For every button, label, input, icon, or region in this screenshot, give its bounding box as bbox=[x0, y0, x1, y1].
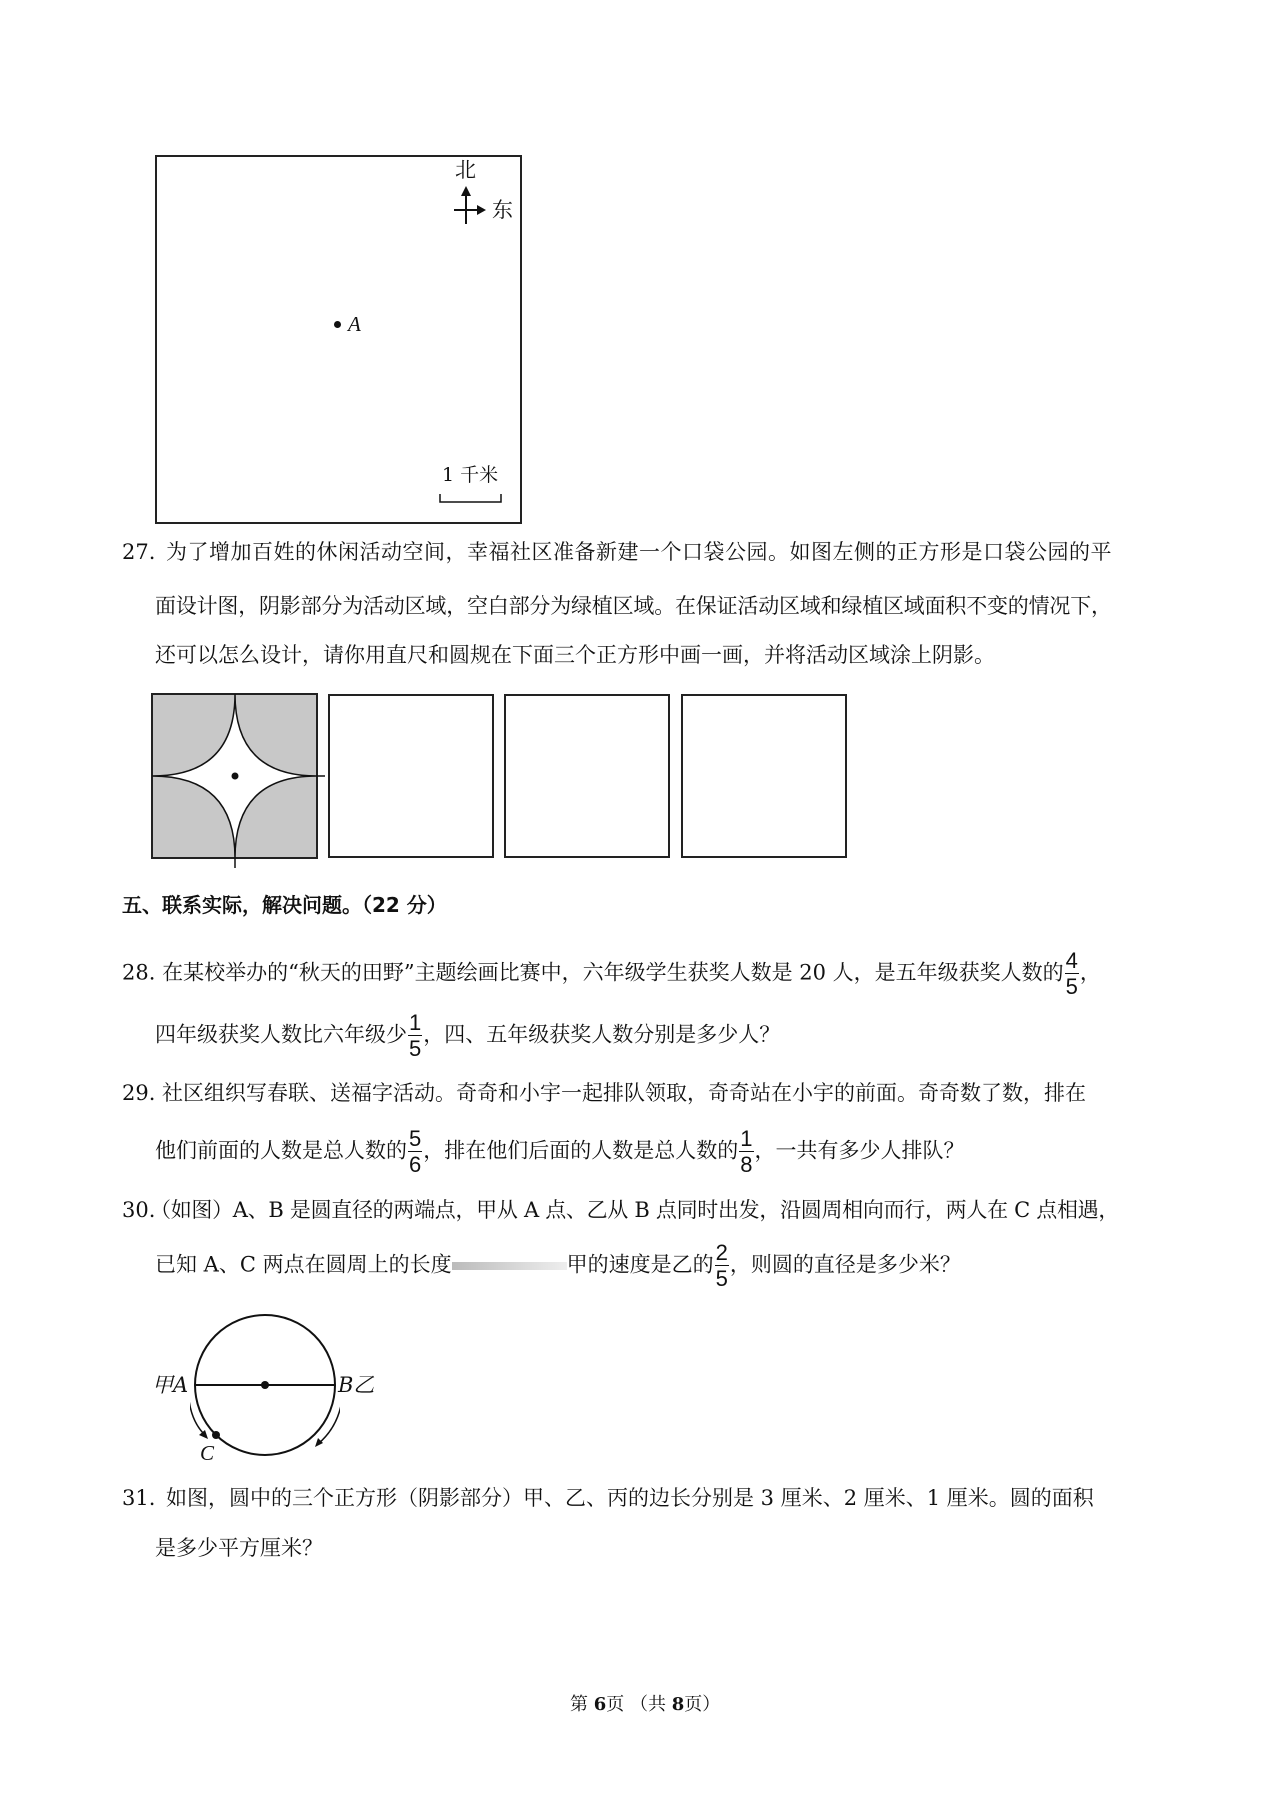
q29-number: 29. bbox=[122, 1081, 156, 1105]
numerator: 4 bbox=[1065, 948, 1078, 973]
q27-line2: 面设计图，阴影部分为活动区域，空白部分为绿植区域。在保证活动区域和绿植区域面积不变的情况下， bbox=[155, 594, 1112, 618]
q30-text-b: 已知 A、C 两点在圆周上的长度 bbox=[155, 1252, 452, 1277]
blank-square-3[interactable] bbox=[681, 694, 847, 858]
fraction-1-8 bbox=[739, 1128, 753, 1176]
q28-number: 28. bbox=[122, 960, 156, 985]
q27-line1: 为了增加百姓的休闲活动空间，幸福社区准备新建一个口袋公园。如图左侧的正方形是口袋公园的平 bbox=[166, 540, 1112, 564]
q29-line2 bbox=[155, 1128, 965, 1176]
q27-number: 27. bbox=[122, 540, 156, 564]
numerator: 2 bbox=[715, 1240, 728, 1265]
denominator: 5 bbox=[409, 1036, 422, 1061]
footer-pre: 第 bbox=[570, 1694, 594, 1715]
q30-text-b3: ，则圆的直径是多少米？ bbox=[729, 1252, 961, 1277]
q30-text-b2: 甲的速度是乙的 bbox=[566, 1252, 714, 1277]
q30-number: 30. bbox=[122, 1198, 156, 1222]
q30-line1: （如图）A、B 是圆直径的两端点，甲从 A 点、乙从 B 点同时出发，沿圆周相向而行，两人在 C 点相遇， bbox=[150, 1198, 1120, 1222]
label-a: 甲A bbox=[152, 1373, 189, 1397]
fraction-2-5 bbox=[715, 1242, 729, 1290]
page-footer bbox=[570, 1696, 720, 1714]
fraction-1-5 bbox=[408, 1012, 422, 1060]
label-b: B乙 bbox=[338, 1373, 375, 1397]
footer-mid: 页 （共 bbox=[606, 1694, 672, 1715]
q27-line3: 还可以怎么设计，请你用直尺和圆规在下面三个正方形中画一画，并将活动区域涂上阴影。 bbox=[155, 643, 995, 667]
point-a-label: A bbox=[348, 312, 361, 336]
north-label: 北 bbox=[455, 158, 476, 182]
q28-text-b: 四年级获奖人数比六年级少 bbox=[155, 1022, 407, 1047]
q31-number: 31. bbox=[122, 1486, 156, 1510]
denominator: 5 bbox=[1065, 974, 1078, 999]
numerator: 5 bbox=[409, 1126, 422, 1151]
fraction-4-5 bbox=[1065, 950, 1079, 998]
q28-comma: ， bbox=[1079, 960, 1101, 985]
footer-post: 页） bbox=[684, 1694, 721, 1715]
q29-text-b: 他们前面的人数是总人数的 bbox=[155, 1138, 407, 1163]
scale-label: 1 千米 bbox=[442, 464, 499, 486]
label-c: C bbox=[200, 1441, 215, 1465]
q28-text-b2: ，四、五年级获奖人数分别是多少人？ bbox=[423, 1022, 781, 1047]
numerator: 1 bbox=[409, 1010, 422, 1035]
q29-text-b2: ，排在他们后面的人数是总人数的 bbox=[423, 1138, 739, 1163]
denominator: 8 bbox=[740, 1152, 753, 1177]
denominator: 6 bbox=[409, 1152, 422, 1177]
compass-icon bbox=[452, 186, 488, 226]
page-number: 6 bbox=[593, 1694, 607, 1715]
east-label: 东 bbox=[492, 198, 513, 222]
park-design-figure bbox=[150, 690, 330, 870]
obscured-region bbox=[452, 1262, 567, 1270]
q31-line1: 如图，圆中的三个正方形（阴影部分）甲、乙、丙的边长分别是 3 厘米、2 厘米、1 厘米。圆的面积 bbox=[166, 1486, 1094, 1510]
scale-bar bbox=[438, 492, 504, 506]
numerator: 1 bbox=[740, 1126, 753, 1151]
q29-line1: 社区组织写春联、送福字活动。奇奇和小宇一起排队领取，奇奇站在小宇的前面。奇奇数了数，排在 bbox=[162, 1081, 1086, 1105]
blank-square-2[interactable] bbox=[504, 694, 670, 858]
q28-line2 bbox=[155, 1012, 780, 1060]
q28-line1 bbox=[122, 950, 1101, 998]
q29-text-b3: ，一共有多少人排队？ bbox=[754, 1138, 965, 1163]
section-heading: 五、联系实际，解决问题。（22 分） bbox=[122, 893, 447, 917]
q28-text-a: 在某校举办的“秋天的田野”主题绘画比赛中，六年级学生获奖人数是 20 人，是五年级获奖人数的 bbox=[162, 960, 1064, 985]
q30-line2 bbox=[155, 1242, 961, 1290]
blank-square-1[interactable] bbox=[328, 694, 494, 858]
q31-line2: 是多少平方厘米？ bbox=[155, 1536, 323, 1560]
page-total: 8 bbox=[671, 1694, 685, 1715]
denominator: 5 bbox=[715, 1266, 728, 1291]
point-a-dot bbox=[334, 321, 341, 328]
fraction-5-6 bbox=[408, 1128, 422, 1176]
